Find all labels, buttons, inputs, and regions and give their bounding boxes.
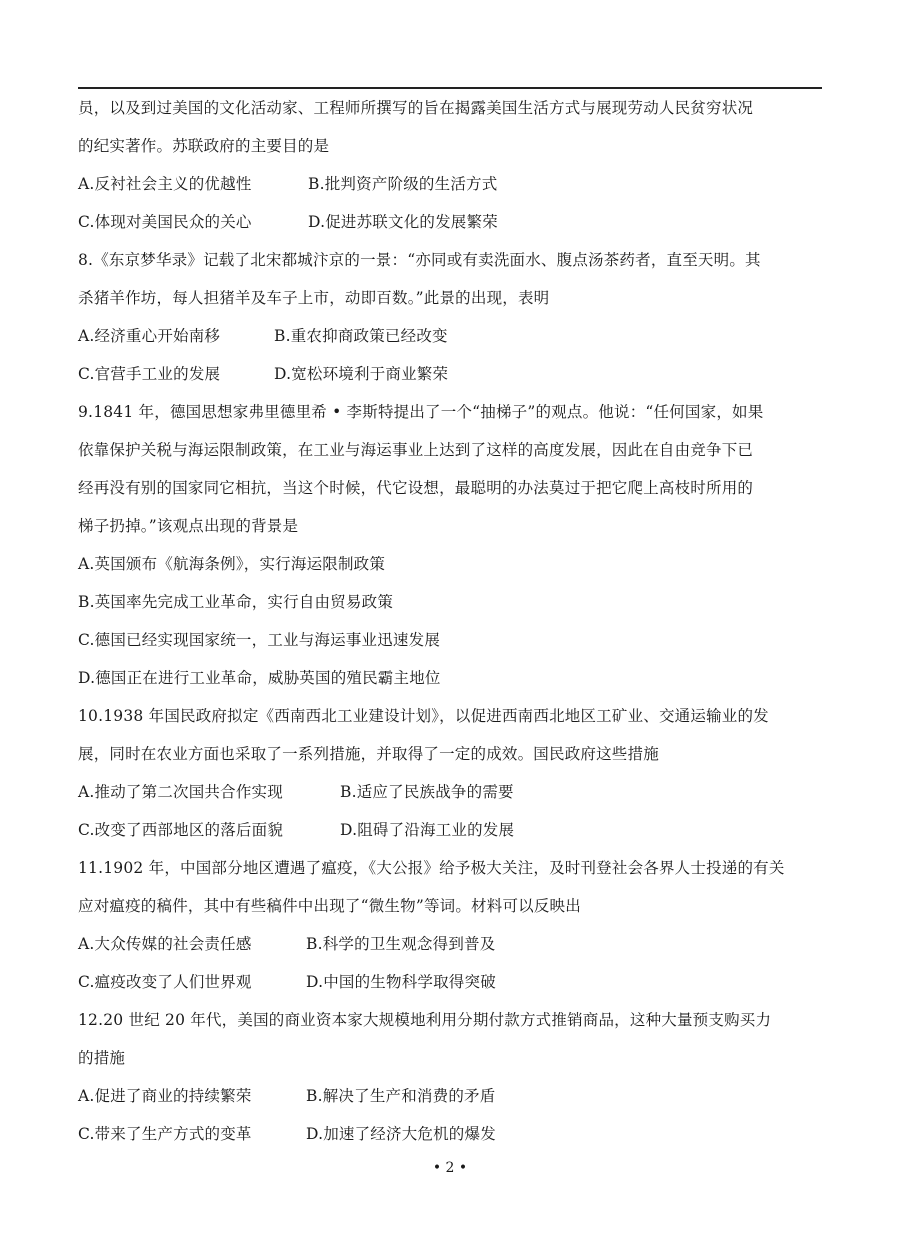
question-10-option-a: A.推动了第二次国共合作实现: [78, 783, 283, 801]
question-7-option-b: B.批判资产阶级的生活方式: [308, 175, 498, 193]
question-10-option-b: B.适应了民族战争的需要: [340, 783, 514, 801]
header-rule: [78, 87, 822, 89]
question-11-option-a: A.大众传媒的社会责任感: [78, 935, 252, 953]
question-8-option-b: B.重农抑商政策已经改变: [274, 327, 448, 345]
question-11-stem-line: 应对瘟疫的稿件，其中有些稿件中出现了“微生物”等词。材料可以反映出: [78, 897, 581, 915]
question-10-option-c: C.改变了西部地区的落后面貌: [78, 821, 284, 839]
question-7-option-d: D.促进苏联文化的发展繁荣: [308, 213, 498, 231]
question-9-option-b: B.英国率先完成工业革命，实行自由贸易政策: [78, 593, 394, 611]
question-12-stem-line: 12.20 世纪 20 年代，美国的商业资本家大规模地利用分期付款方式推销商品，这种大量预支购买力: [78, 1011, 772, 1029]
question-10-stem-line: 展，同时在农业方面也采取了一系列措施，并取得了一定的成效。国民政府这些措施: [78, 745, 659, 763]
question-11-option-d: D.中国的生物科学取得突破: [306, 973, 496, 991]
question-8-option-d: D.宽松环境利于商业繁荣: [274, 365, 449, 383]
question-7-option-c: C.体现对美国民众的关心: [78, 213, 252, 231]
question-12-option-d: D.加速了经济大危机的爆发: [306, 1125, 496, 1143]
question-8-stem-line: 8.《东京梦华录》记载了北宋都城汴京的一景：“亦同或有卖洗面水、腹点汤茶药者，直至天明。其: [78, 251, 761, 269]
question-12-option-a: A.促进了商业的持续繁荣: [78, 1087, 252, 1105]
question-10-stem-line: 10.1938 年国民政府拟定《西南西北工业建设计划》，以促进西南西北地区工矿业、交通运输业的发: [78, 707, 769, 725]
question-9-option-d: D.德国正在进行工业革命，威胁英国的殖民霸主地位: [78, 669, 441, 687]
question-7-stem-line: 的纪实著作。苏联政府的主要目的是: [78, 137, 330, 155]
question-8-stem-line: 杀猪羊作坊，每人担猪羊及车子上市，动即百数。”此景的出现，表明: [78, 289, 550, 307]
question-9-stem-line: 依靠保护关税与海运限制政策，在工业与海运事业上达到了这样的高度发展，因此在自由竞争下已: [78, 441, 754, 459]
question-9-option-c: C.德国已经实现国家统一，工业与海运事业迅速发展: [78, 631, 441, 649]
question-12-stem-line: 的措施: [78, 1049, 126, 1067]
question-9-stem-line: 经再没有别的国家同它相抗，当这个时候，代它设想，最聪明的办法莫过于把它爬上高枝时所用的: [78, 479, 754, 497]
question-8-option-a: A.经济重心开始南移: [78, 327, 221, 345]
page-number: • 2 •: [432, 1160, 468, 1176]
question-9-stem-line: 梯子扔掉。”该观点出现的背景是: [78, 517, 299, 535]
question-9-stem-line: 9.1841 年，德国思想家弗里德里希 • 李斯特提出了一个“抽梯子”的观点。他说：“任何国家，如果: [78, 403, 764, 421]
question-10-option-d: D.阻碍了沿海工业的发展: [340, 821, 515, 839]
question-12-option-b: B.解决了生产和消费的矛盾: [306, 1087, 496, 1105]
question-12-option-c: C.带来了生产方式的变革: [78, 1125, 252, 1143]
question-11-option-c: C.瘟疫改变了人们世界观: [78, 973, 252, 991]
question-11-option-b: B.科学的卫生观念得到普及: [306, 935, 496, 953]
question-7-option-a: A.反衬社会主义的优越性: [78, 175, 252, 193]
question-8-option-c: C.官营手工业的发展: [78, 365, 221, 383]
question-7-stem-line: 员，以及到过美国的文化活动家、工程师所撰写的旨在揭露美国生活方式与展现劳动人民贫穷状况: [78, 99, 754, 117]
question-11-stem-line: 11.1902 年，中国部分地区遭遇了瘟疫，《大公报》给予极大关注，及时刊登社会各界人士投递的有关: [78, 859, 785, 877]
question-9-option-a: A.英国颁布《航海条例》，实行海运限制政策: [78, 555, 386, 573]
